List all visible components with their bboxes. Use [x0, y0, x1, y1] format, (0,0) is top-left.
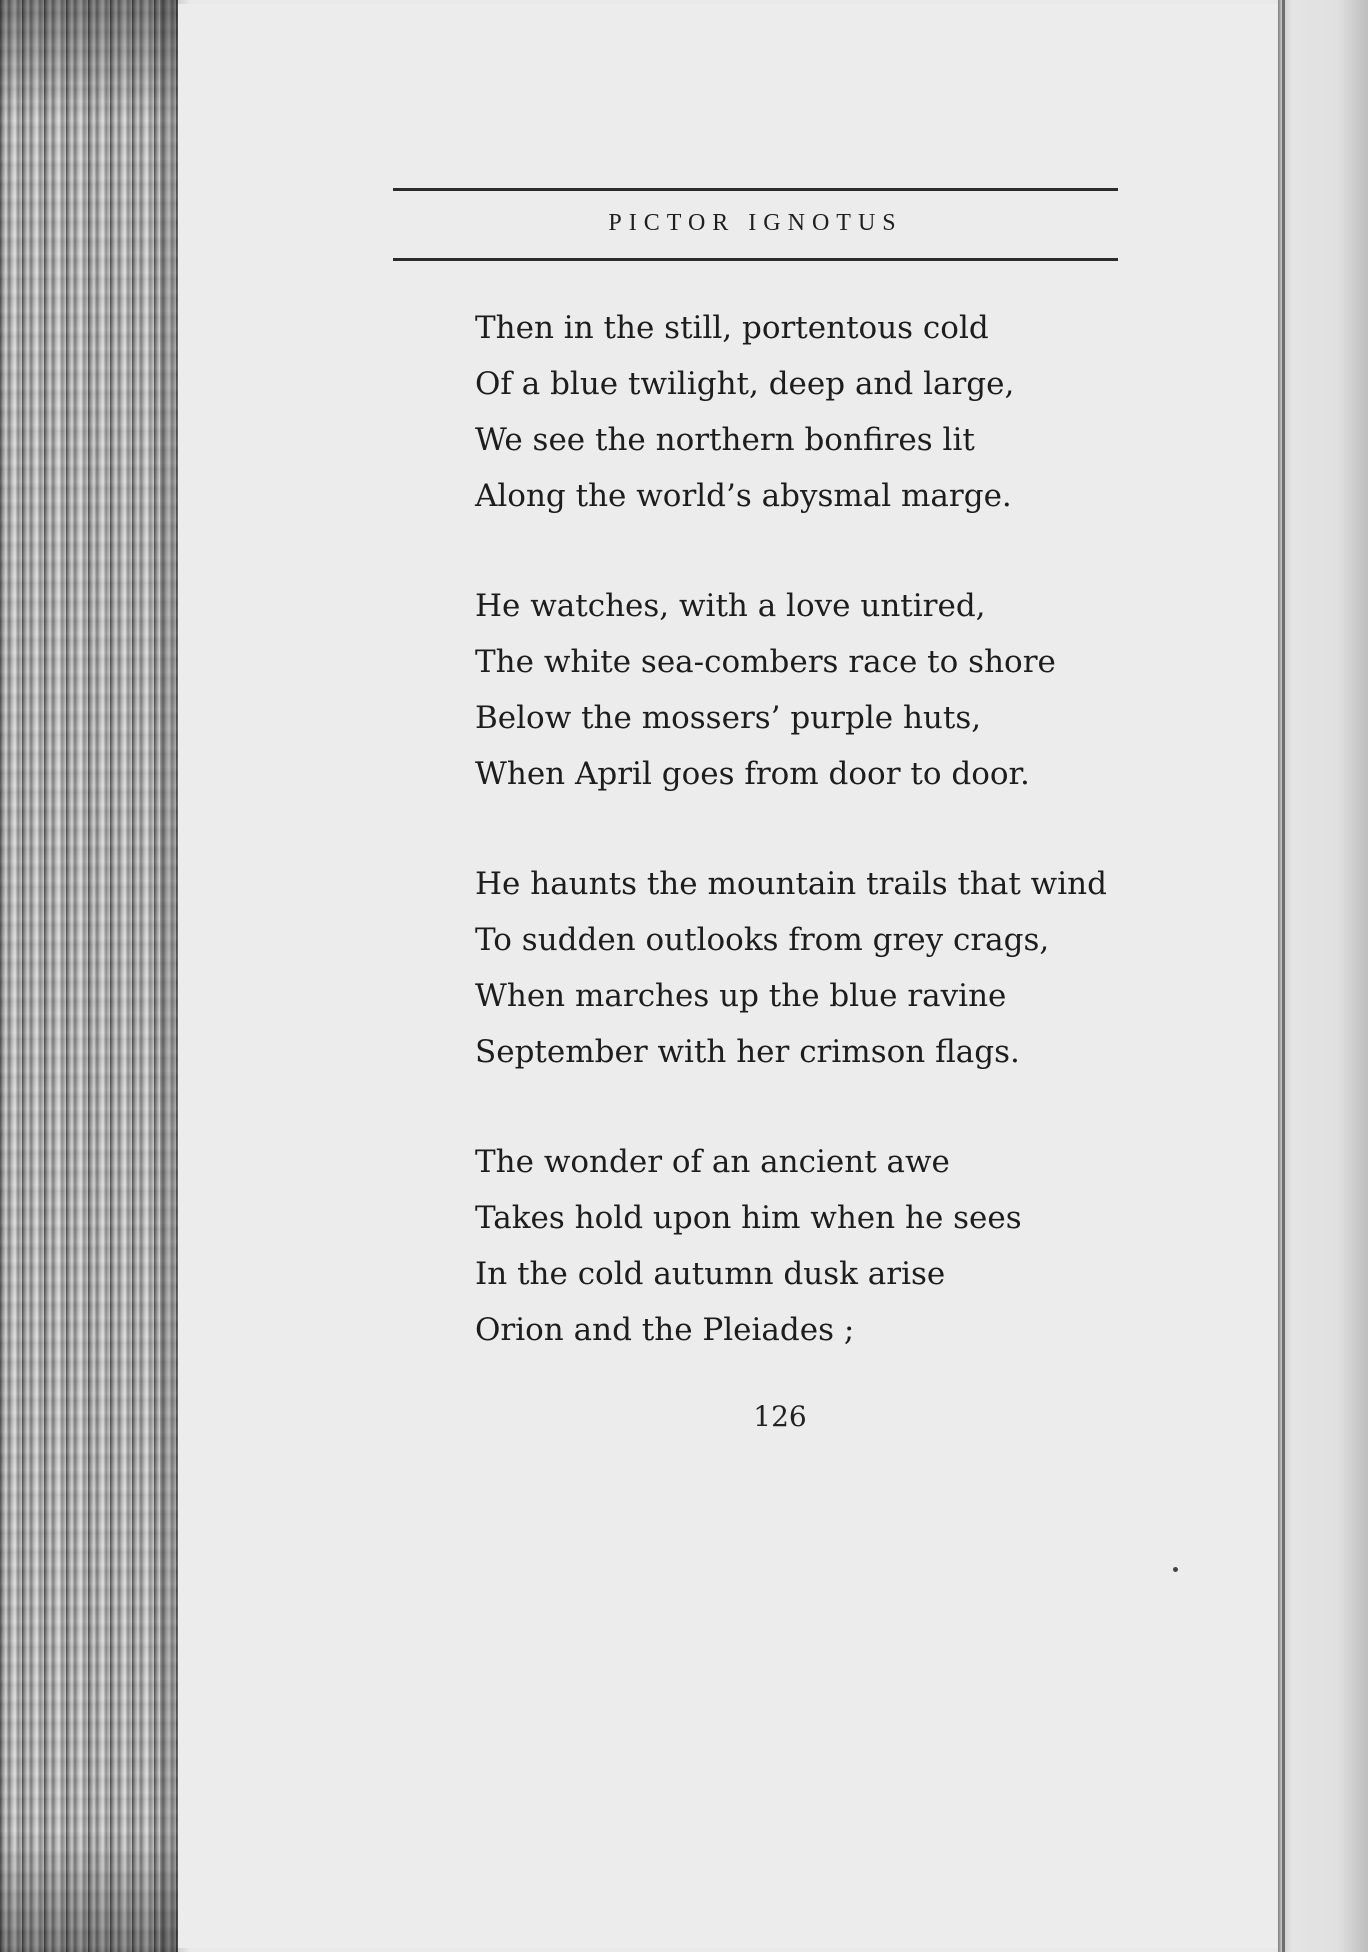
poem-line: He haunts the mountain trails that wind	[475, 866, 1107, 902]
poem-line: We see the northern bonfires lit	[475, 422, 975, 458]
poem-line: September with her crimson flags.	[475, 1034, 1020, 1070]
stanza-3	[475, 856, 1135, 1080]
page-edges	[0, 0, 178, 1952]
poem-line: Takes hold upon him when he sees	[475, 1200, 1022, 1236]
poem-line: When marches up the blue ravine	[475, 978, 1007, 1014]
poem-line: The wonder of an ancient awe	[475, 1144, 950, 1180]
stanza-4	[475, 1134, 1135, 1358]
poem-line: Then in the still, portentous cold	[475, 310, 989, 346]
head-rule-top	[393, 188, 1118, 191]
poem-line: Along the world’s abysmal marge.	[475, 478, 1012, 514]
poem-line: In the cold autumn dusk arise	[475, 1256, 946, 1292]
poem-line: Below the mossers’ purple huts,	[475, 700, 982, 736]
page-number: 126	[753, 1400, 807, 1433]
running-head	[393, 188, 1118, 278]
poem-line: When April goes from door to door.	[475, 756, 1030, 792]
poem-line: He watches, with a love untired,	[475, 588, 986, 624]
book-binding	[1278, 0, 1368, 1952]
stanza-2	[475, 578, 1135, 802]
poem-line: Of a blue twilight, deep and large,	[475, 366, 1015, 402]
running-head-title: PICTOR IGNOTUS	[608, 210, 903, 236]
binding-line	[1282, 0, 1285, 1952]
poem-line: Orion and the Pleiades ;	[475, 1312, 855, 1348]
poem-line: The white sea-combers race to shore	[475, 644, 1056, 680]
poem-line: To sudden outlooks from grey crags,	[475, 922, 1050, 958]
stanza-1	[475, 300, 1135, 524]
head-rule-bottom	[393, 258, 1118, 261]
dust-speck	[1173, 1567, 1178, 1572]
